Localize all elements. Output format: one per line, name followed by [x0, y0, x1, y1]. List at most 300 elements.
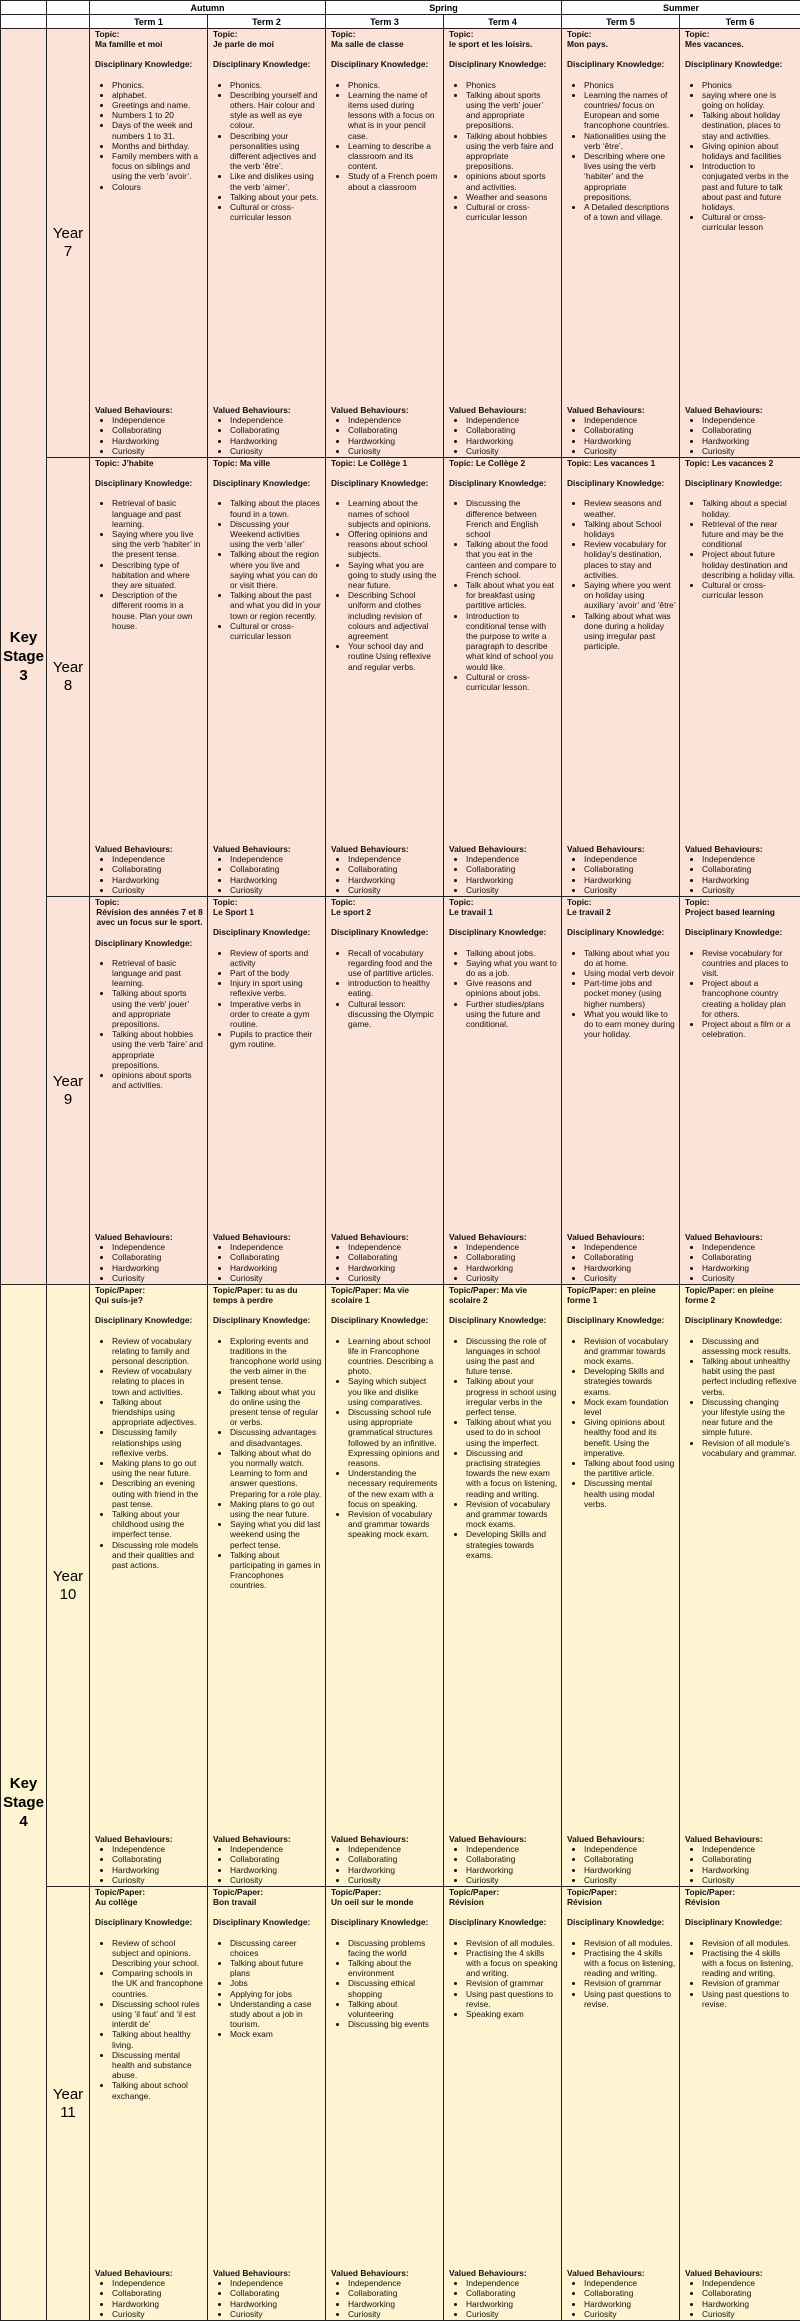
- disciplinary-knowledge-heading: Disciplinary Knowledge:: [331, 927, 440, 937]
- disciplinary-knowledge-heading: Disciplinary Knowledge:: [685, 1917, 797, 1927]
- behaviour-item: • Independence: [112, 854, 204, 864]
- behaviour-item: • Independence: [702, 1844, 797, 1854]
- knowledge-item: • Talking about the region where you live and saying what you can do or visit there.: [230, 549, 322, 590]
- knowledge-item: • Discussing mental health using modal verbs.: [584, 1478, 676, 1509]
- behaviour-item: • Collaborating: [584, 1854, 676, 1864]
- topic-line: Topic: Les vacances 1: [567, 458, 676, 468]
- knowledge-item: • Talking about what was done during a holiday using irregular past participle.: [584, 611, 676, 652]
- knowledge-item: • Like and dislikes using the verb ‘aimer’.: [230, 171, 322, 191]
- behaviour-item: • Collaborating: [112, 425, 204, 435]
- behaviour-item: • Curiosity: [466, 2309, 558, 2319]
- topic-line: Révision: [685, 1897, 797, 1907]
- topic-line: Topic:: [567, 29, 676, 39]
- valued-behaviours-heading: Valued Behaviours:: [95, 2268, 204, 2278]
- behaviour-item: • Collaborating: [230, 1854, 322, 1864]
- term-cell: [680, 897, 800, 1285]
- term-cell: [444, 897, 562, 1285]
- valued-behaviours: [213, 2268, 322, 2319]
- disciplinary-knowledge-heading: Disciplinary Knowledge:: [685, 927, 797, 937]
- behaviours-list: [95, 1242, 204, 1283]
- knowledge-item: • Talking about your childhood using the imperfect tense.: [112, 1509, 204, 1540]
- behaviour-item: • Curiosity: [230, 1273, 322, 1283]
- knowledge-list: [213, 498, 322, 641]
- topic-title: [213, 29, 322, 49]
- behaviours-list: [567, 415, 676, 456]
- knowledge-item: • Pupils to practice their gym routine.: [230, 1029, 322, 1049]
- knowledge-item: • Developing Skills and strategies towards exams.: [466, 1529, 558, 1560]
- behaviour-item: • Hardworking: [466, 436, 558, 446]
- valued-behaviours: [331, 2268, 440, 2319]
- valued-behaviours-heading: Valued Behaviours:: [567, 405, 676, 415]
- term-cell: [90, 1887, 208, 2321]
- behaviour-item: • Independence: [466, 854, 558, 864]
- behaviours-list: [685, 2278, 797, 2319]
- behaviour-item: • Curiosity: [112, 1273, 204, 1283]
- term-cell: [326, 1887, 444, 2321]
- behaviour-item: • Collaborating: [466, 864, 558, 874]
- behaviour-item: • Curiosity: [466, 1875, 558, 1885]
- valued-behaviours: [685, 2268, 797, 2319]
- topic-line: Topic/Paper: en pleine forme 1: [567, 1285, 676, 1305]
- term-header: Term 2: [208, 15, 326, 29]
- knowledge-item: • Talking about unhealthy habit using the past perfect including reflexive verbs.: [702, 1356, 797, 1397]
- valued-behaviours-heading: Valued Behaviours:: [685, 844, 797, 854]
- topic-title: [685, 1285, 797, 1305]
- knowledge-item: • saying where one is going on holiday.: [702, 90, 797, 110]
- knowledge-item: • Revision of all modules.: [584, 1938, 676, 1948]
- valued-behaviours-heading: Valued Behaviours:: [213, 1232, 322, 1242]
- year-row: [1, 1887, 800, 2321]
- term-header: Term 1: [90, 15, 208, 29]
- valued-behaviours: [685, 1232, 797, 1283]
- knowledge-item: • Discussing advantages and disadvantages.: [230, 1427, 322, 1447]
- term-cell: [444, 1285, 562, 1887]
- topic-line: Bon travail: [213, 1897, 322, 1907]
- valued-behaviours: [567, 2268, 676, 2319]
- valued-behaviours: [95, 2268, 204, 2319]
- knowledge-item: • Talking about sports using the verb’ jouer’ and appropriate prepositions.: [466, 90, 558, 131]
- topic-title: [685, 1887, 797, 1907]
- valued-behaviours-heading: Valued Behaviours:: [567, 1232, 676, 1242]
- behaviour-item: • Curiosity: [112, 2309, 204, 2319]
- behaviour-item: • Hardworking: [348, 1865, 440, 1875]
- topic-line: Topic/Paper:: [449, 1887, 558, 1897]
- valued-behaviours: [95, 1834, 204, 1885]
- knowledge-item: • Colours: [112, 182, 204, 192]
- knowledge-item: • Describing your personalities using different adjectives and the verb ‘être’.: [230, 131, 322, 172]
- knowledge-item: • Cultural or cross-curricular lesson: [230, 202, 322, 222]
- knowledge-item: • Talking about future plans: [230, 1958, 322, 1978]
- behaviour-item: • Curiosity: [348, 1273, 440, 1283]
- knowledge-item: • Revision of grammar: [702, 1978, 797, 1988]
- knowledge-item: • Talking about sports using the verb’ jouer’ and appropriate prepositions.: [112, 988, 204, 1029]
- topic-line: Au collège: [95, 1897, 204, 1907]
- knowledge-item: • Discussing school rule using appropriate grammatical structures followed by an infinitive. Expressing opinions and reasons.: [348, 1407, 440, 1468]
- knowledge-item: • Talking about holiday destination, places to stay and activities.: [702, 110, 797, 141]
- knowledge-item: • Part-time jobs and pocket money (using higher numbers): [584, 978, 676, 1009]
- knowledge-item: • Using modal verb devoir: [584, 968, 676, 978]
- behaviour-item: • Independence: [230, 1844, 322, 1854]
- knowledge-item: • Practising the 4 skills with a focus on listening, reading and writing.: [584, 1948, 676, 1979]
- valued-behaviours-heading: Valued Behaviours:: [95, 405, 204, 415]
- knowledge-item: • Revision of all module’s vocabulary and grammar.: [702, 1438, 797, 1458]
- behaviour-item: • Independence: [466, 1242, 558, 1252]
- knowledge-item: • A Detailed descriptions of a town and village.: [584, 202, 676, 222]
- disciplinary-knowledge-heading: Disciplinary Knowledge:: [213, 478, 322, 488]
- behaviours-list: [331, 415, 440, 456]
- knowledge-list: [449, 498, 558, 692]
- behaviour-item: • Independence: [584, 854, 676, 864]
- topic-line: Je parle de moi: [213, 39, 322, 49]
- behaviour-item: • Collaborating: [702, 864, 797, 874]
- knowledge-item: • Review vocabulary for holiday’s destination, places to stay and activities.: [584, 539, 676, 580]
- valued-behaviours-heading: Valued Behaviours:: [213, 2268, 322, 2278]
- behaviour-item: • Independence: [584, 2278, 676, 2288]
- behaviour-item: • Independence: [348, 1242, 440, 1252]
- behaviour-item: • Curiosity: [702, 2309, 797, 2319]
- knowledge-item: • Talking about your pets.: [230, 192, 322, 202]
- valued-behaviours-heading: Valued Behaviours:: [685, 1232, 797, 1242]
- topic-line: Révision des années 7 et 8 avec un focus sur le sport.: [95, 907, 204, 927]
- disciplinary-knowledge-heading: Disciplinary Knowledge:: [567, 59, 676, 69]
- knowledge-list: [95, 1336, 204, 1571]
- valued-behaviours: [331, 1232, 440, 1283]
- valued-behaviours: [331, 1834, 440, 1885]
- disciplinary-knowledge-heading: Disciplinary Knowledge:: [567, 1917, 676, 1927]
- year-row: [1, 458, 800, 897]
- behaviour-item: • Collaborating: [112, 2288, 204, 2298]
- knowledge-item: • Using past questions to revise.: [584, 1989, 676, 2009]
- behaviour-item: • Independence: [230, 1242, 322, 1252]
- valued-behaviours: [213, 1232, 322, 1283]
- behaviours-list: [685, 854, 797, 895]
- topic-title: [95, 1887, 204, 1907]
- valued-behaviours: [685, 1834, 797, 1885]
- topic-line: Topic:: [95, 897, 204, 907]
- behaviour-item: • Independence: [466, 2278, 558, 2288]
- knowledge-item: • What you would like to do to earn money during your holiday.: [584, 1009, 676, 1040]
- topic-line: Topic/Paper:: [213, 1887, 322, 1897]
- knowledge-list: [567, 1336, 676, 1509]
- disciplinary-knowledge-heading: Disciplinary Knowledge:: [95, 1315, 204, 1325]
- topic-title: [567, 1285, 676, 1305]
- term-cell: [208, 1887, 326, 2321]
- knowledge-list: [331, 80, 440, 192]
- knowledge-list: [685, 948, 797, 1040]
- valued-behaviours-heading: Valued Behaviours:: [331, 844, 440, 854]
- behaviours-list: [449, 415, 558, 456]
- behaviours-list: [331, 1242, 440, 1283]
- behaviours-list: [567, 2278, 676, 2319]
- knowledge-list: [213, 948, 322, 1050]
- knowledge-item: • Discussing changing your lifestyle using the near future and the simple future.: [702, 1397, 797, 1438]
- knowledge-list: [331, 1336, 440, 1540]
- knowledge-item: • Saying where you live sing the verb ‘habiter’ in the present tense.: [112, 529, 204, 560]
- topic-title: [685, 458, 797, 468]
- behaviour-item: • Independence: [702, 2278, 797, 2288]
- behaviour-item: • Collaborating: [584, 425, 676, 435]
- behaviour-item: • Independence: [702, 854, 797, 864]
- topic-line: Topic/Paper:: [685, 1887, 797, 1897]
- valued-behaviours-heading: Valued Behaviours:: [213, 844, 322, 854]
- behaviour-item: • Independence: [112, 415, 204, 425]
- behaviour-item: • Hardworking: [702, 1865, 797, 1875]
- valued-behaviours-heading: Valued Behaviours:: [685, 1834, 797, 1844]
- behaviour-item: • Collaborating: [230, 1252, 322, 1262]
- valued-behaviours-heading: Valued Behaviours:: [449, 844, 558, 854]
- disciplinary-knowledge-heading: Disciplinary Knowledge:: [213, 59, 322, 69]
- topic-title: [449, 29, 558, 49]
- disciplinary-knowledge-heading: Disciplinary Knowledge:: [331, 1917, 440, 1927]
- topic-line: Révision: [449, 1897, 558, 1907]
- behaviours-list: [213, 2278, 322, 2319]
- knowledge-item: • Retrieval of the near future and may be the conditional: [702, 519, 797, 550]
- behaviour-item: • Independence: [230, 415, 322, 425]
- knowledge-item: • Greetings and name.: [112, 100, 204, 110]
- topic-title: [95, 897, 204, 928]
- topic-line: Topic/Paper:: [95, 1887, 204, 1897]
- topic-line: Topic/Paper: en pleine forme 2: [685, 1285, 797, 1305]
- topic-title: [685, 29, 797, 49]
- topic-title: [331, 29, 440, 49]
- term-cell: [326, 1285, 444, 1887]
- disciplinary-knowledge-heading: Disciplinary Knowledge:: [213, 927, 322, 937]
- knowledge-item: • Description of the different rooms in a house. Plan your own house.: [112, 590, 204, 631]
- key-stage-label: Key Stage 4: [1, 1285, 47, 2321]
- knowledge-item: • Giving opinions about healthy food and its benefit. Using the imperative.: [584, 1417, 676, 1458]
- behaviour-item: • Curiosity: [348, 1875, 440, 1885]
- behaviour-item: • Collaborating: [584, 1252, 676, 1262]
- corner-cell: [1, 1, 47, 15]
- disciplinary-knowledge-heading: Disciplinary Knowledge:: [449, 1917, 558, 1927]
- topic-title: [213, 458, 322, 468]
- knowledge-item: • Revision of all modules.: [702, 1938, 797, 1948]
- behaviour-item: • Curiosity: [466, 1273, 558, 1283]
- behaviour-item: • Independence: [112, 1242, 204, 1252]
- knowledge-list: [213, 1938, 322, 2040]
- disciplinary-knowledge-heading: Disciplinary Knowledge:: [449, 927, 558, 937]
- behaviour-item: • Collaborating: [112, 864, 204, 874]
- behaviour-item: • Hardworking: [112, 436, 204, 446]
- disciplinary-knowledge-heading: Disciplinary Knowledge:: [95, 478, 204, 488]
- behaviours-list: [567, 854, 676, 895]
- knowledge-item: • Cultural or cross-curricular lesson: [466, 202, 558, 222]
- behaviour-item: • Independence: [112, 2278, 204, 2288]
- knowledge-item: • Comparing schools in the UK and francophone countries.: [112, 1968, 204, 1999]
- knowledge-item: • Part of the body: [230, 968, 322, 978]
- knowledge-item: • Talking about what you do at home.: [584, 948, 676, 968]
- behaviour-item: • Hardworking: [230, 436, 322, 446]
- term-cell: [680, 29, 800, 458]
- valued-behaviours-heading: Valued Behaviours:: [331, 1834, 440, 1844]
- behaviour-item: • Independence: [348, 2278, 440, 2288]
- topic-line: Topic/Paper: tu as du temps à perdre: [213, 1285, 322, 1305]
- topic-line: Topic:: [331, 897, 440, 907]
- term-cell: [208, 29, 326, 458]
- term-cell: [208, 458, 326, 897]
- knowledge-item: • Using past questions to revise.: [702, 1989, 797, 2009]
- knowledge-item: • Making plans to go out using the near future.: [230, 1499, 322, 1519]
- valued-behaviours-heading: Valued Behaviours:: [449, 1834, 558, 1844]
- behaviour-item: • Hardworking: [584, 1263, 676, 1273]
- disciplinary-knowledge-heading: Disciplinary Knowledge:: [95, 1917, 204, 1927]
- behaviour-item: • Curiosity: [702, 1273, 797, 1283]
- knowledge-item: • Talking about your progress in school using irregular verbs in the perfect tense.: [466, 1376, 558, 1417]
- behaviour-item: • Collaborating: [348, 1252, 440, 1262]
- topic-title: [567, 1887, 676, 1907]
- behaviour-item: • Curiosity: [348, 446, 440, 456]
- knowledge-item: • Review seasons and weather.: [584, 498, 676, 518]
- knowledge-item: • Discussing problems facing the world: [348, 1938, 440, 1958]
- behaviours-list: [95, 1844, 204, 1885]
- behaviour-item: • Curiosity: [702, 885, 797, 895]
- knowledge-item: • Revision of all modules.: [466, 1938, 558, 1948]
- topic-line: Topic/Paper: Ma vie scolaire 2: [449, 1285, 558, 1305]
- behaviour-item: • Collaborating: [230, 2288, 322, 2298]
- topic-line: Topic:: [685, 29, 797, 39]
- knowledge-item: • Using past questions to revise.: [466, 1989, 558, 2009]
- year-row: [1, 29, 800, 458]
- behaviour-item: • Independence: [584, 1844, 676, 1854]
- topic-line: le sport et les loisirs.: [449, 39, 558, 49]
- behaviour-item: • Independence: [702, 1242, 797, 1252]
- behaviour-item: • Curiosity: [584, 1875, 676, 1885]
- disciplinary-knowledge-heading: Disciplinary Knowledge:: [213, 1315, 322, 1325]
- topic-line: Qui suis-je?: [95, 1295, 204, 1305]
- knowledge-item: • Revision of grammar: [584, 1978, 676, 1988]
- knowledge-item: • Study of a French poem about a classroom: [348, 171, 440, 191]
- knowledge-list: [685, 498, 797, 600]
- knowledge-item: • Saying what you want to do as a job.: [466, 958, 558, 978]
- knowledge-item: • Applying for jobs: [230, 1989, 322, 1999]
- knowledge-list: [331, 1938, 440, 2030]
- behaviour-item: • Curiosity: [348, 885, 440, 895]
- behaviour-item: • Curiosity: [230, 885, 322, 895]
- term-cell: [90, 458, 208, 897]
- behaviours-list: [449, 2278, 558, 2319]
- disciplinary-knowledge-heading: Disciplinary Knowledge:: [331, 1315, 440, 1325]
- knowledge-item: • Describing where one lives using the verb ‘habiter’ and the appropriate prepositions.: [584, 151, 676, 202]
- disciplinary-knowledge-heading: Disciplinary Knowledge:: [95, 59, 204, 69]
- knowledge-item: • Cultural lesson: discussing the Olympic game.: [348, 999, 440, 1030]
- valued-behaviours-heading: Valued Behaviours:: [567, 2268, 676, 2278]
- behaviour-item: • Hardworking: [584, 1865, 676, 1875]
- term-cell: [326, 29, 444, 458]
- valued-behaviours-heading: Valued Behaviours:: [567, 1834, 676, 1844]
- behaviour-item: • Hardworking: [702, 875, 797, 885]
- topic-line: Révision: [567, 1897, 676, 1907]
- term-header: Term 4: [444, 15, 562, 29]
- behaviour-item: • Hardworking: [348, 2299, 440, 2309]
- year-row: [1, 897, 800, 1285]
- valued-behaviours-heading: Valued Behaviours:: [685, 2268, 797, 2278]
- valued-behaviours: [567, 844, 676, 895]
- knowledge-item: • Offering opinions and reasons about school subjects.: [348, 529, 440, 560]
- topic-line: Topic/Paper:: [567, 1887, 676, 1897]
- topic-title: [567, 897, 676, 917]
- knowledge-item: • Retrieval of basic language and past learning.: [112, 498, 204, 529]
- behaviour-item: • Curiosity: [584, 2309, 676, 2319]
- behaviour-item: • Hardworking: [230, 875, 322, 885]
- behaviour-item: • Independence: [702, 415, 797, 425]
- knowledge-item: • Discussing family relationships using reflexive verbs.: [112, 1427, 204, 1458]
- behaviour-item: • Hardworking: [466, 1263, 558, 1273]
- behaviour-item: • Collaborating: [348, 425, 440, 435]
- year-row: [1, 1285, 800, 1887]
- topic-line: Topic:: [449, 29, 558, 39]
- knowledge-item: • Jobs: [230, 1978, 322, 1988]
- knowledge-list: [95, 498, 204, 631]
- term-cell: [562, 1887, 680, 2321]
- topic-title: [685, 897, 797, 917]
- behaviour-item: • Independence: [466, 415, 558, 425]
- knowledge-item: • Nationalities using the verb ‘être’.: [584, 131, 676, 151]
- behaviours-list: [449, 1242, 558, 1283]
- valued-behaviours: [95, 844, 204, 895]
- topic-line: Topic:: [213, 29, 322, 39]
- knowledge-item: • Project about future holiday destination and describing a holiday villa.: [702, 549, 797, 580]
- knowledge-item: • Phonics.: [348, 80, 440, 90]
- behaviour-item: • Independence: [584, 415, 676, 425]
- topic-line: Le Sport 1: [213, 907, 322, 917]
- knowledge-item: • Talking about what you used to do in school using the imperfect.: [466, 1417, 558, 1448]
- behaviours-list: [567, 1242, 676, 1283]
- knowledge-item: • Mock exam: [230, 2029, 322, 2039]
- knowledge-item: • Retrieval of basic language and past learning.: [112, 958, 204, 989]
- behaviour-item: • Curiosity: [584, 885, 676, 895]
- knowledge-item: • Making plans to go out using the near future.: [112, 1458, 204, 1478]
- valued-behaviours: [567, 405, 676, 456]
- term-group-summer: Summer: [562, 1, 800, 15]
- knowledge-list: [95, 958, 204, 1091]
- knowledge-item: • Saying where you went on holiday using auxiliary ‘avoir’ and ‘être’: [584, 580, 676, 611]
- behaviour-item: • Hardworking: [466, 875, 558, 885]
- valued-behaviours: [567, 1232, 676, 1283]
- knowledge-list: [567, 948, 676, 1040]
- disciplinary-knowledge-heading: Disciplinary Knowledge:: [567, 478, 676, 488]
- knowledge-item: • Talking about the past and what you did in your town or region recently.: [230, 590, 322, 621]
- behaviours-list: [449, 1844, 558, 1885]
- knowledge-list: [567, 498, 676, 651]
- knowledge-item: • Mock exam foundation level: [584, 1397, 676, 1417]
- topic-line: Topic:: [685, 897, 797, 907]
- knowledge-list: [449, 948, 558, 1030]
- behaviours-list: [567, 1844, 676, 1885]
- knowledge-list: [449, 1336, 558, 1560]
- knowledge-list: [449, 80, 558, 223]
- disciplinary-knowledge-heading: Disciplinary Knowledge:: [449, 478, 558, 488]
- valued-behaviours-heading: Valued Behaviours:: [331, 405, 440, 415]
- behaviour-item: • Collaborating: [112, 1854, 204, 1864]
- topic-line: Un oeil sur le monde: [331, 1897, 440, 1907]
- valued-behaviours: [449, 2268, 558, 2319]
- behaviours-list: [95, 2278, 204, 2319]
- disciplinary-knowledge-heading: Disciplinary Knowledge:: [567, 927, 676, 937]
- topic-title: [449, 1887, 558, 1907]
- knowledge-item: • Discussing the role of languages in school using the past and future tense.: [466, 1336, 558, 1377]
- knowledge-item: • Discussing career choices: [230, 1938, 322, 1958]
- topic-line: Topic/Paper:: [331, 1887, 440, 1897]
- term-cell: [562, 458, 680, 897]
- knowledge-item: • Talking about school exchange.: [112, 2080, 204, 2100]
- knowledge-list: [331, 948, 440, 1030]
- knowledge-item: • Describing School uniform and clothes including revision of colours and adjectival agreement: [348, 590, 440, 641]
- knowledge-list: [449, 1938, 558, 2020]
- topic-title: [567, 29, 676, 49]
- topic-line: Mes vacances.: [685, 39, 797, 49]
- knowledge-list: [95, 1938, 204, 2101]
- topic-title: [449, 1285, 558, 1305]
